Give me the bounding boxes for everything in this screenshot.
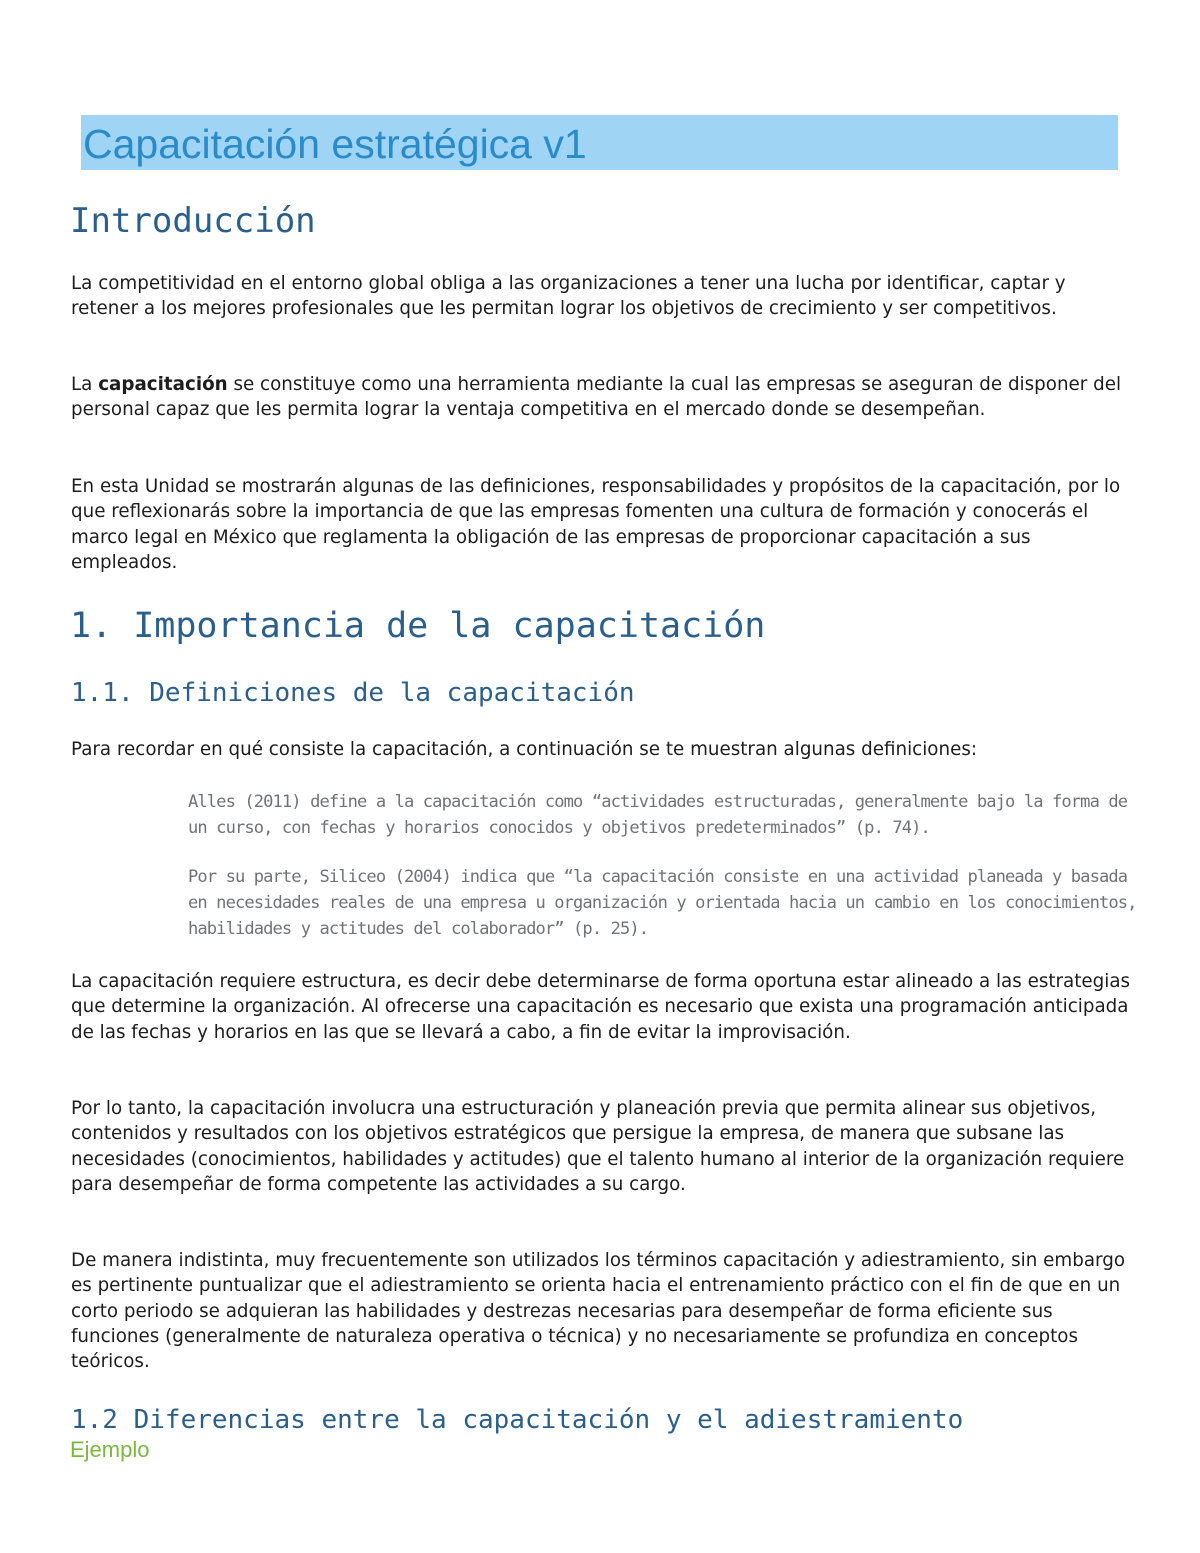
section-1-1-paragraph-1: La capacitación requiere estructura, es decir debe determinarse de forma oportuna estar alineado a las estrategias que determine la organización. Al ofrecerse una capacitación es necesario que exista una programación anticipada de las fechas y horarios en las que se llevará a cabo, a fin de evitar la improvisación.: [71, 971, 1131, 1043]
quote-alles: Alles (2011) define a la capacitación como “actividades estructuradas, generalmente bajo la forma de un curso, con fechas y horarios conocidos y objetivos predeterminados” (p. 74).: [188, 792, 1128, 838]
intro-paragraph-1: La competitividad en el entorno global obliga a las organizaciones a tener una lucha por identificar, captar y retener a los mejores profesionales que les permitan lograr los objetivos de crecimiento y ser competitivos.: [71, 273, 1066, 320]
intro-paragraph-2: [71, 372, 1131, 423]
intro-heading: Introducción: [70, 201, 316, 241]
intro-paragraph-3: En esta Unidad se mostrarán algunas de las definiciones, responsabilidades y propósitos de la capacitación, por lo que reflexionarás sobre la importancia de que las empresas fomenten una cultura de formación y conocerás el marco legal en México que reglamenta la obligación de las empresas de proporcionar capacitación a sus empleados.: [71, 476, 1121, 573]
document-title: Capacitación estratégica v1: [83, 121, 587, 167]
section-1-1-heading: 1.1. Definiciones de la capacitación: [71, 678, 635, 708]
section-1-1-paragraph-3: De manera indistinta, muy frecuentemente son utilizados los términos capacitación y adiestramiento, sin embargo es pertinente puntualizar que el adiestramiento se orienta hacia el entrenamiento práctico con el fin de que en un corto periodo se adquieran las habilidades y destrezas necesarias para desempeñar de forma eficiente sus funciones (generalmente de naturaleza operativa o técnica) y no necesariamente se profundiza en conceptos teóricos.: [71, 1250, 1126, 1373]
intro-keyword-capacitacion: capacitación: [98, 374, 228, 395]
intro-paragraph-2-prefix: La: [71, 374, 99, 395]
quote-siliceo: Por su parte, Siliceo (2004) indica que “la capacitación consiste en una actividad planeada y basada en necesidades reales de una empresa u organización y orientada hacia un cambio en los conocimientos, habilidades y actitudes del colaborador” (p. 25).: [188, 867, 1137, 939]
section-1-heading: 1. Importancia de la capacitación: [70, 606, 766, 646]
definitions-lead: Para recordar en qué consiste la capacitación, a continuación se te muestran algunas definiciones:: [71, 739, 978, 760]
intro-paragraph-2-rest: se constituye como una herramienta mediante la cual las empresas se aseguran de disponer del personal capaz que les permita lograr la ventaja competitiva en el mercado donde se desempeñan.: [71, 374, 1122, 421]
section-1-1-paragraph-2: Por lo tanto, la capacitación involucra una estructuración y planeación previa que permita alinear sus objetivos, contenidos y resultados con los objetivos estratégicos que persigue la empresa, de manera que subsane las necesidades (conocimientos, habilidades y actitudes) que el talento humano al interior de la organización requiere para desempeñar de forma competente las actividades a su cargo.: [71, 1098, 1125, 1195]
section-1-2-heading: 1.2 Diferencias entre la capacitación y el adiestramiento: [71, 1405, 964, 1435]
example-label: Ejemplo: [70, 1437, 150, 1462]
